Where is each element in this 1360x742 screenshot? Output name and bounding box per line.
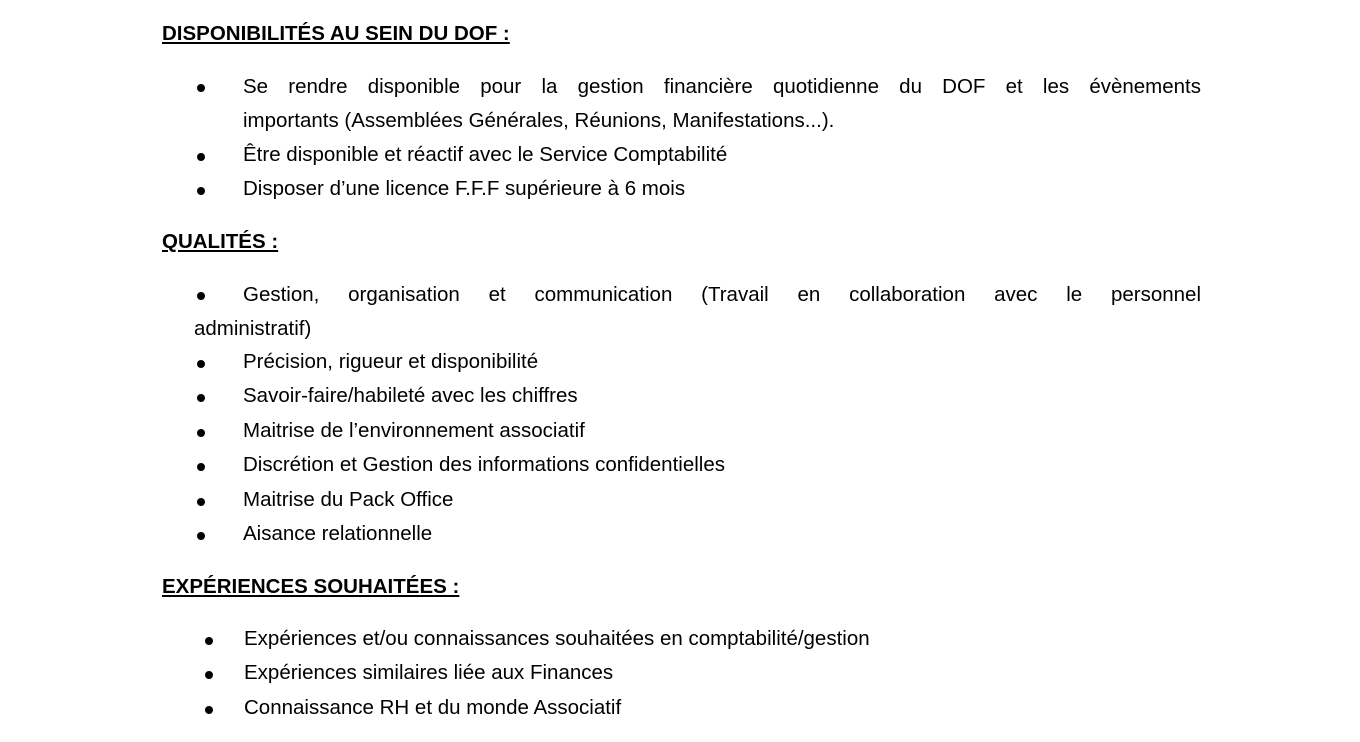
bullet-icon bbox=[205, 706, 213, 714]
list-item-line: importants (Assemblées Générales, Réunions, Manifestations...). bbox=[243, 109, 835, 132]
list-item: Précision, rigueur et disponibilité bbox=[243, 350, 539, 373]
bullet-icon bbox=[205, 671, 213, 679]
section-heading-experiences: EXPÉRIENCES SOUHAITÉES : bbox=[162, 575, 460, 598]
list-item: Disposer d’une licence F.F.F supérieure à 6 mois bbox=[243, 177, 686, 200]
list-item-line: Se rendre disponible pour la gestion financière quotidienne du DOF et les évènements bbox=[243, 75, 1201, 98]
bullet-icon bbox=[197, 498, 205, 506]
bullet-icon bbox=[197, 360, 205, 368]
list-item: Expériences similaires liée aux Finances bbox=[244, 661, 614, 684]
bullet-icon bbox=[197, 429, 205, 437]
bullet-icon bbox=[197, 153, 205, 161]
section-heading-qualites: QUALITÉS : bbox=[162, 230, 279, 253]
list-item: Maitrise du Pack Office bbox=[243, 488, 454, 511]
list-item: Savoir-faire/habileté avec les chiffres bbox=[243, 384, 578, 407]
list-item: Discrétion et Gestion des informations confidentielles bbox=[243, 453, 725, 476]
bullet-icon bbox=[197, 292, 205, 300]
list-item: Aisance relationnelle bbox=[243, 522, 433, 545]
bullet-icon bbox=[205, 637, 213, 645]
section-heading-disponibilites: DISPONIBILITÉS AU SEIN DU DOF : bbox=[162, 22, 510, 45]
list-item: Maitrise de l’environnement associatif bbox=[243, 419, 585, 442]
bullet-icon bbox=[197, 394, 205, 402]
list-item-line: administratif) bbox=[194, 317, 312, 340]
list-item: Être disponible et réactif avec le Service Comptabilité bbox=[243, 143, 728, 166]
list-item: Expériences et/ou connaissances souhaitées en comptabilité/gestion bbox=[244, 627, 870, 650]
list-item: Connaissance RH et du monde Associatif bbox=[244, 696, 622, 719]
bullet-icon bbox=[197, 187, 205, 195]
bullet-icon bbox=[197, 84, 205, 92]
bullet-icon bbox=[197, 532, 205, 540]
bullet-icon bbox=[197, 463, 205, 471]
list-item-line: Gestion, organisation et communication (Travail en collaboration avec le personnel bbox=[243, 283, 1201, 306]
